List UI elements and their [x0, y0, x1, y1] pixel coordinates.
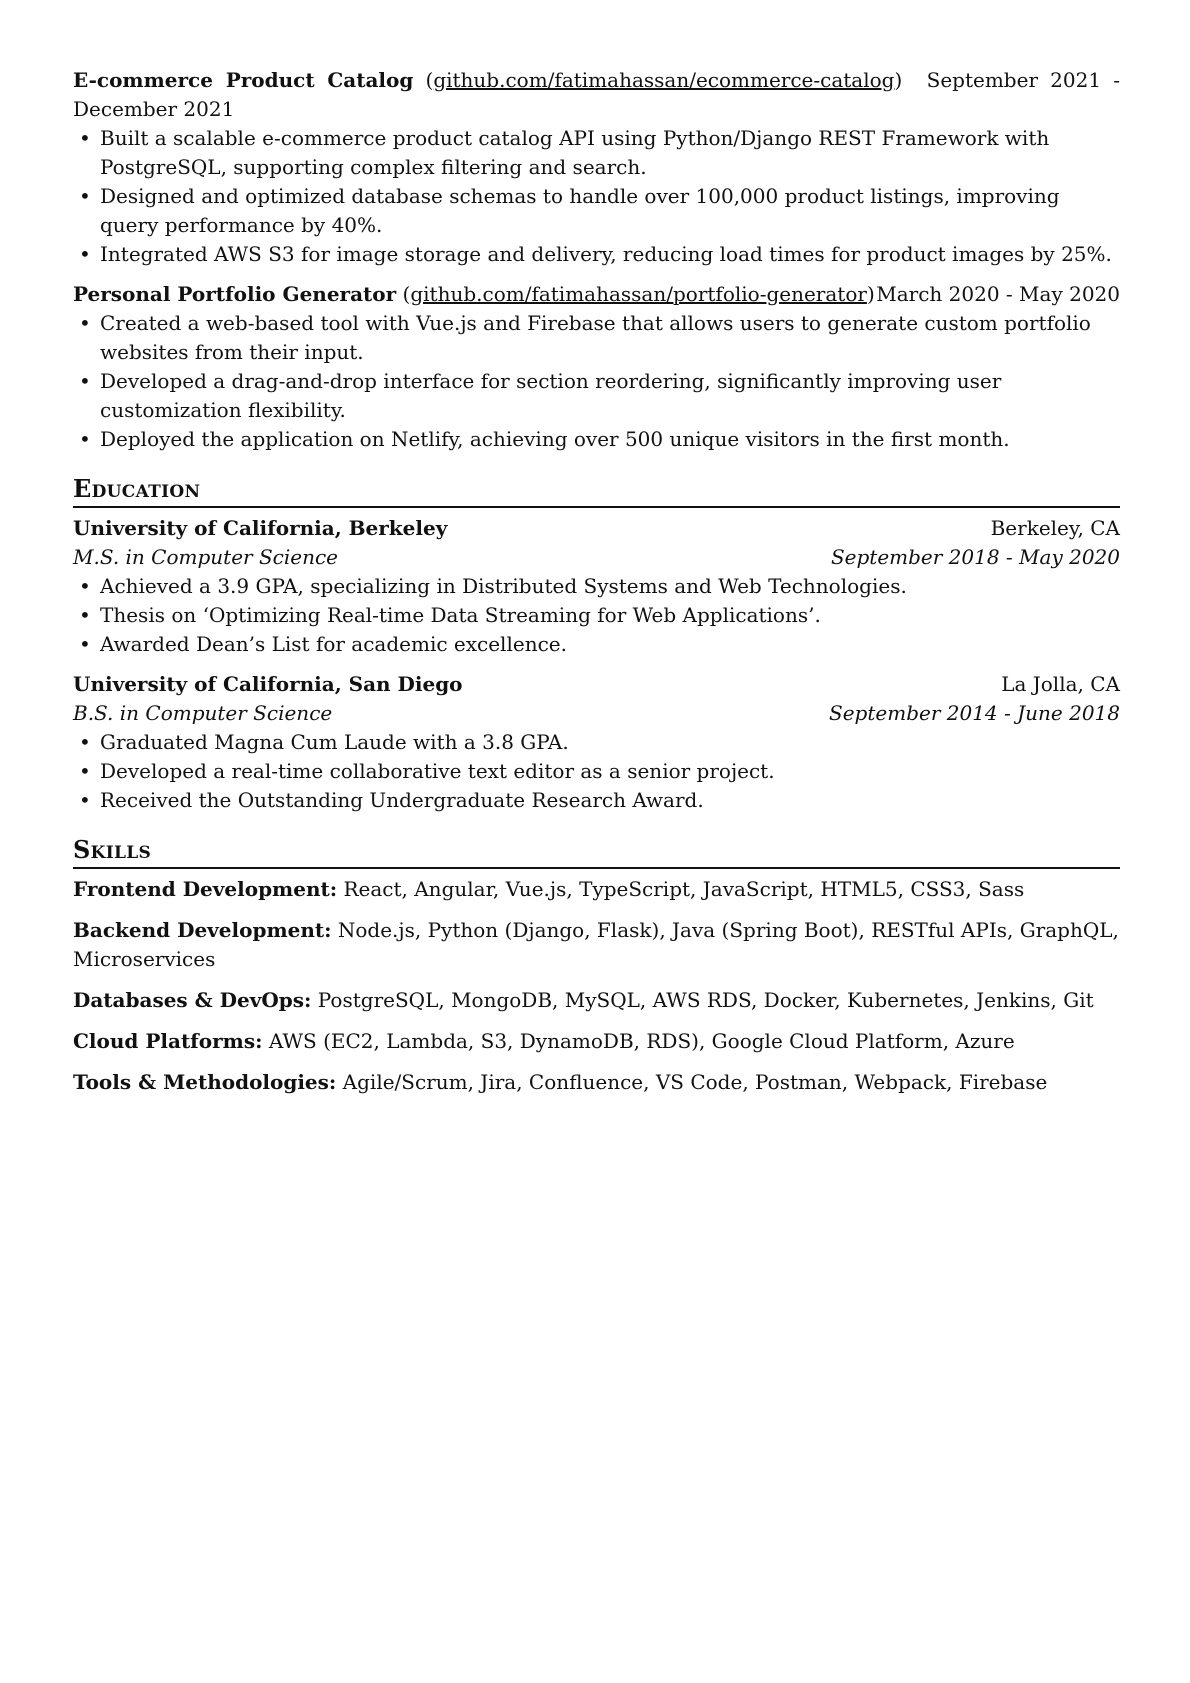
degree: B.S. in Computer Science — [73, 701, 333, 725]
skill-line — [73, 875, 1120, 904]
list-item: • Developed a real-time collaborative text editor as a senior project. — [73, 757, 1120, 786]
skill-line — [73, 1027, 1120, 1056]
skill-line — [73, 1068, 1120, 1097]
skill-value: React, Angular, Vue.js, TypeScript, JavaScript, HTML5, CSS3, Sass — [343, 877, 1025, 901]
degree: M.S. in Computer Science — [73, 545, 339, 569]
project-dates: September 2021 - December 2021 — [73, 68, 1120, 121]
list-item: • Built a scalable e-commerce product catalog API using Python/Django REST Framework with PostgreSQL, supporting complex filtering and search. — [73, 124, 1120, 182]
list-item: • Achieved a 3.9 GPA, specializing in Distributed Systems and Web Technologies. — [73, 572, 1120, 601]
project-title: E-commerce Product Catalog — [73, 68, 414, 92]
section-heading-skills: Skills — [73, 835, 1120, 869]
project-title: Personal Portfolio Generator — [73, 282, 397, 306]
education-bullets — [73, 728, 1120, 815]
school-location: Berkeley, CA — [990, 516, 1120, 540]
list-item: • Graduated Magna Cum Laude with a 3.8 GPA. — [73, 728, 1120, 757]
skill-label: Backend Development: — [73, 918, 332, 942]
education-entry — [73, 514, 1120, 659]
project-link[interactable]: github.com/fatimahassan/portfolio-generator — [410, 282, 867, 306]
list-item: • Created a web-based tool with Vue.js and Firebase that allows users to generate custom portfolio websites from their input. — [73, 309, 1120, 367]
school-name: University of California, San Diego — [73, 672, 463, 696]
project-bullets — [73, 124, 1120, 269]
section-heading-education: Education — [73, 474, 1120, 508]
project-header: E-commerce Product Catalog (github.com/fatimahassan/ecommerce-catalog) September 2021 - December 2021 — [73, 68, 1120, 121]
education-bullets — [73, 572, 1120, 659]
skill-value: PostgreSQL, MongoDB, MySQL, AWS RDS, Docker, Kubernetes, Jenkins, Git — [317, 988, 1094, 1012]
project-bullets — [73, 309, 1120, 454]
project-header: Personal Portfolio Generator (github.com/fatimahassan/portfolio-generator) March 2020 - May 2020 — [73, 280, 1120, 309]
list-item: • Awarded Dean’s List for academic excellence. — [73, 630, 1120, 659]
skill-value: Agile/Scrum, Jira, Confluence, VS Code, Postman, Webpack, Firebase — [342, 1070, 1048, 1094]
skill-label: Cloud Platforms: — [73, 1029, 263, 1053]
school-location: La Jolla, CA — [1001, 672, 1120, 696]
skill-label: Tools & Methodologies: — [73, 1070, 337, 1094]
list-item: • Thesis on ‘Optimizing Real-time Data Streaming for Web Applications’. — [73, 601, 1120, 630]
education-entry — [73, 670, 1120, 815]
list-item: • Designed and optimized database schemas to handle over 100,000 product listings, improving query performance by 40%. — [73, 182, 1120, 240]
education-dates: September 2014 - June 2018 — [829, 701, 1120, 725]
skill-label: Frontend Development: — [73, 877, 338, 901]
list-item: • Developed a drag-and-drop interface for section reordering, significantly improving user customization flexibility. — [73, 367, 1120, 425]
skill-value: Node.js, Python (Django, Flask), Java (Spring Boot), RESTful APIs, GraphQL, Microservices — [73, 918, 1119, 971]
skill-value: AWS (EC2, Lambda, S3, DynamoDB, RDS), Google Cloud Platform, Azure — [268, 1029, 1015, 1053]
list-item: • Integrated AWS S3 for image storage and delivery, reducing load times for product images by 25%. — [73, 240, 1120, 269]
project-entry — [73, 66, 1120, 269]
education-dates: September 2018 - May 2020 — [830, 545, 1120, 569]
project-link[interactable]: github.com/fatimahassan/ecommerce-catalog — [433, 68, 895, 92]
project-entry — [73, 280, 1120, 454]
skill-line — [73, 986, 1120, 1015]
list-item: • Deployed the application on Netlify, achieving over 500 unique visitors in the first month. — [73, 425, 1120, 454]
skill-label: Databases & DevOps: — [73, 988, 312, 1012]
project-dates: March 2020 - May 2020 — [876, 282, 1120, 306]
list-item: • Received the Outstanding Undergraduate Research Award. — [73, 786, 1120, 815]
skill-line — [73, 916, 1120, 974]
school-name: University of California, Berkeley — [73, 516, 448, 540]
